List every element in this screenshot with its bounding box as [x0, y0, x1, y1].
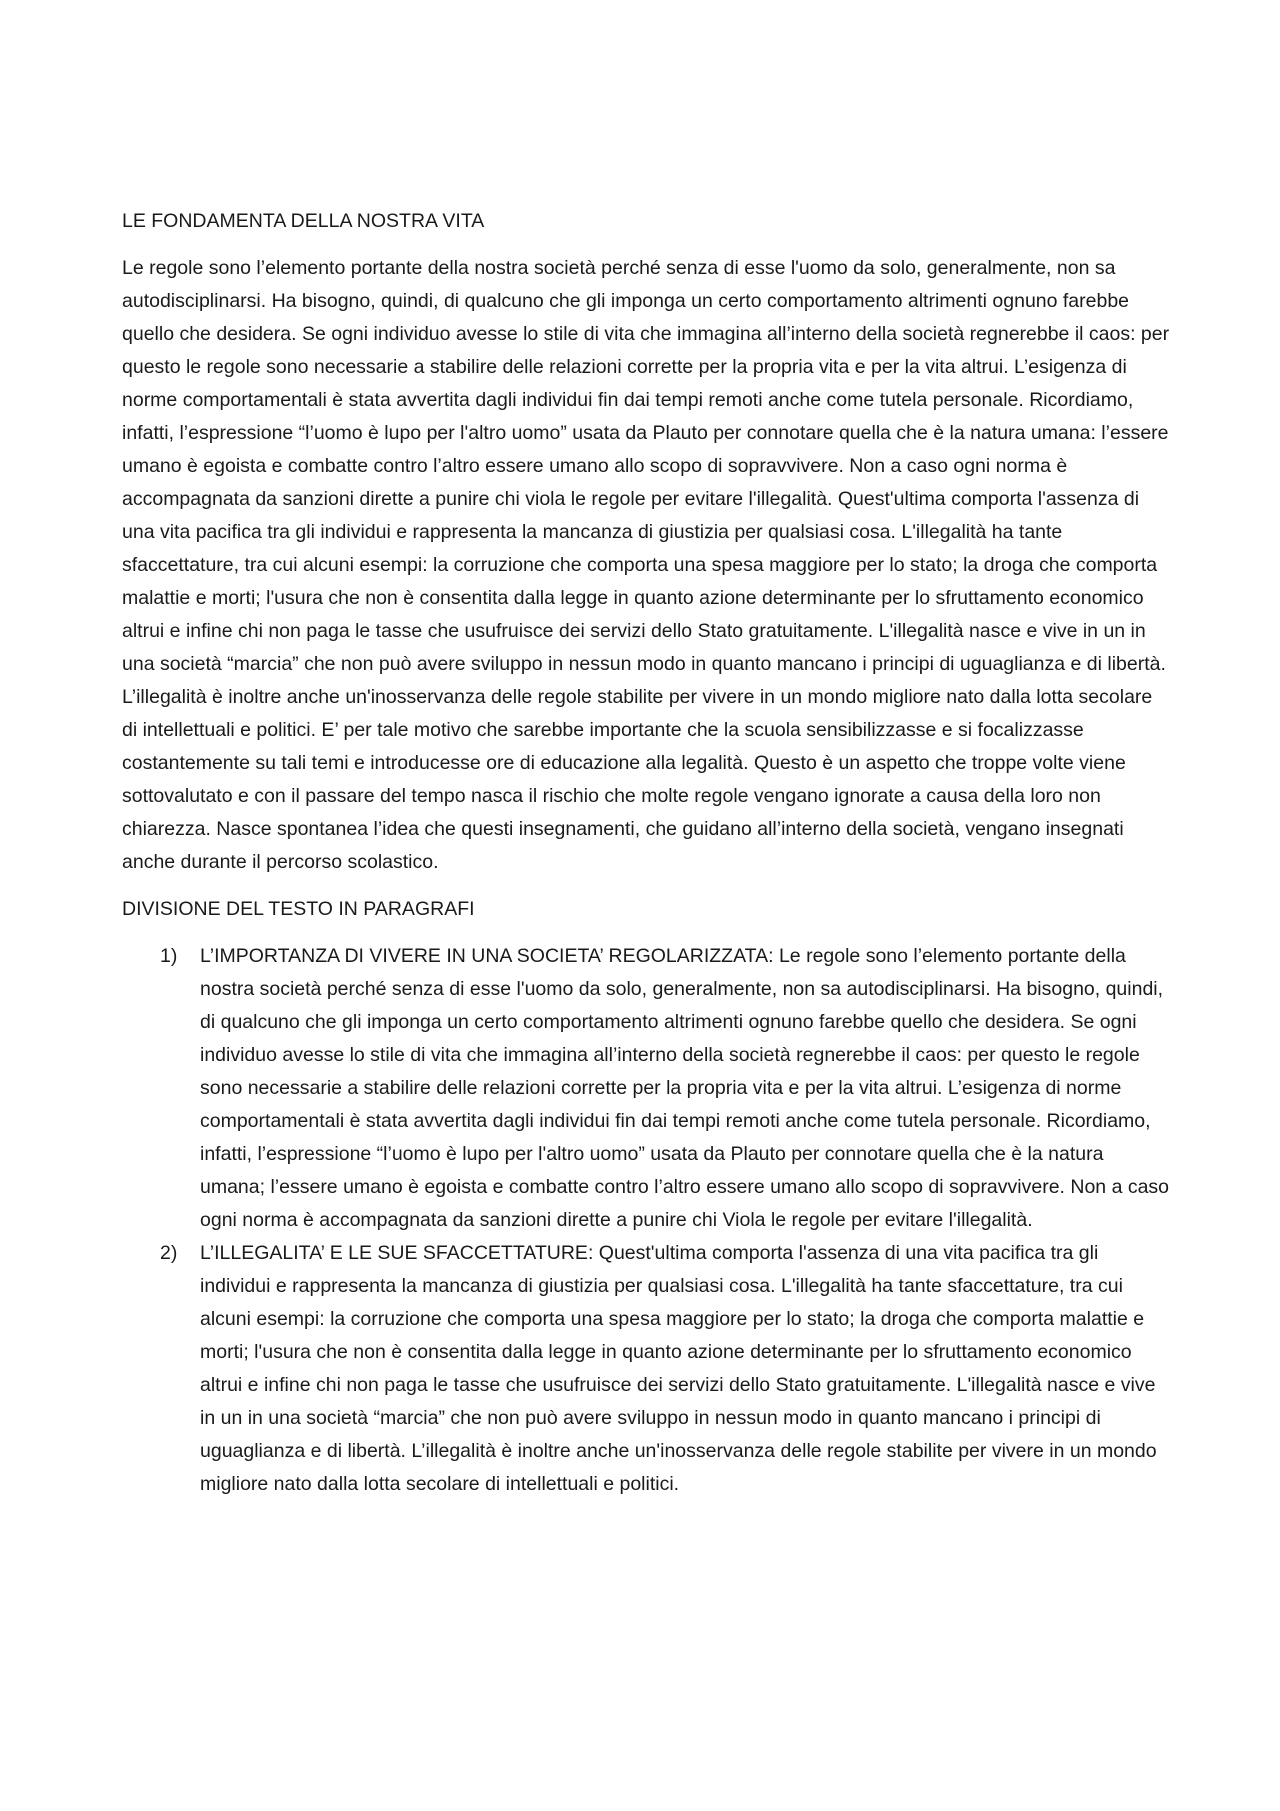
list-item-text: L’IMPORTANZA DI VIVERE IN UNA SOCIETA’ REGOLARIZZATA: Le regole sono l’elemento portante della nostra società perché senza di esse l'uomo da solo, generalmente, non sa autodisciplinarsi. Ha bisogno, quindi, di qualcuno che gli imponga un certo comportamento altrimenti ognuno farebbe quello che desidera. Se ogni individuo avesse lo stile di vita che immagina all’interno della società regnerebbe il caos: per questo le regole sono necessarie a stabilire delle relazioni corrette per la propria vita e per la vita altrui. L’esigenza di norme comportamentali è stata avvertita dagli individui fin dai tempi remoti anche come tutela personale. Ricordiamo, infatti, l’espressione “l’uomo è lupo per l'altro uomo” usata da Plauto per connotare quella che è la natura umana; l’essere umano è egoista e combatte contro l’altro essere umano allo scopo di sopravvivere. Non a caso ogni norma è accompagnata da sanzioni dirette a punire chi Viola le regole per evitare l'illegalità. [200, 945, 1170, 1231]
document-page [122, 205, 1172, 1501]
list-item-number: 2) [160, 1242, 178, 1264]
list-item-number: 1) [160, 945, 178, 967]
paragraph-list [122, 940, 1172, 1501]
list-item-text: L’ILLEGALITA’ E LE SUE SFACCETTATURE: Quest'ultima comporta l'assenza di una vita pacifica tra gli individui e rappresenta la mancanza di giustizia per qualsiasi cosa. L'illegalità ha tante sfaccettature, tra cui alcuni esempi: la corruzione che comporta una spesa maggiore per lo stato; la droga che comporta malattie e morti; l'usura che non è consentita dalla legge in quanto azione determinante per lo sfruttamento economico altrui e infine chi non paga le tasse che usufruisce dei servizi dello Stato gratuitamente. L'illegalità nasce e vive in un in una società “marcia” che non può avere sviluppo in nessun modo in quanto mancano i principi di uguaglianza e di libertà. L’illegalità è inoltre anche un'inosservanza delle regole stabilite per vivere in un mondo migliore nato dalla lotta secolare di intellettuali e politici. [200, 1242, 1157, 1495]
document-title: LE FONDAMENTA DELLA NOSTRA VITA [122, 210, 485, 232]
list-item [122, 1237, 1172, 1501]
main-paragraph: Le regole sono l’elemento portante della nostra società perché senza di esse l'uomo da solo, generalmente, non sa autodisciplinarsi. Ha bisogno, quindi, di qualcuno che gli imponga un certo comportamento altrimenti ognuno farebbe quello che desidera. Se ogni individuo avesse lo stile di vita che immagina all’interno della società regnerebbe il caos: per questo le regole sono necessarie a stabilire delle relazioni corrette per la propria vita e per la vita altrui. L’esigenza di norme comportamentali è stata avvertita dagli individui fin dai tempi remoti anche come tutela personale. Ricordiamo, infatti, l’espressione “l’uomo è lupo per l'altro uomo” usata da Plauto per connotare quella che è la natura umana: l’essere umano è egoista e combatte contro l’altro essere umano allo scopo di sopravvivere. Non a caso ogni norma è accompagnata da sanzioni dirette a punire chi viola le regole per evitare l'illegalità. Quest'ultima comporta l'assenza di una vita pacifica tra gli individui e rappresenta la mancanza di giustizia per qualsiasi cosa. L'illegalità ha tante sfaccettature, tra cui alcuni esempi: la corruzione che comporta una spesa maggiore per lo stato; la droga che comporta malattie e morti; l'usura che non è consentita dalla legge in quanto azione determinante per lo sfruttamento economico altrui e infine chi non paga le tasse che usufruisce dei servizi dello Stato gratuitamente. L'illegalità nasce e vive in un in una società “marcia” che non può avere sviluppo in nessun modo in quanto mancano i principi di uguaglianza e di libertà. L’illegalità è inoltre anche un'inosservanza delle regole stabilite per vivere in un mondo migliore nato dalla lotta secolare di intellettuali e politici. E’ per tale motivo che sarebbe importante che la scuola sensibilizzasse e si focalizzasse costantemente su tali temi e introducesse ore di educazione alla legalità. Questo è un aspetto che troppe volte viene sottovalutato e con il passare del tempo nasca il rischio che molte regole vengano ignorate a causa della loro non chiarezza. Nasce spontanea l’idea che questi insegnamenti, che guidano all’interno della società, vengano insegnati anche durante il percorso scolastico. [122, 257, 1170, 873]
list-item [122, 940, 1172, 1237]
section-heading: DIVISIONE DEL TESTO IN PARAGRAFI [122, 898, 475, 920]
